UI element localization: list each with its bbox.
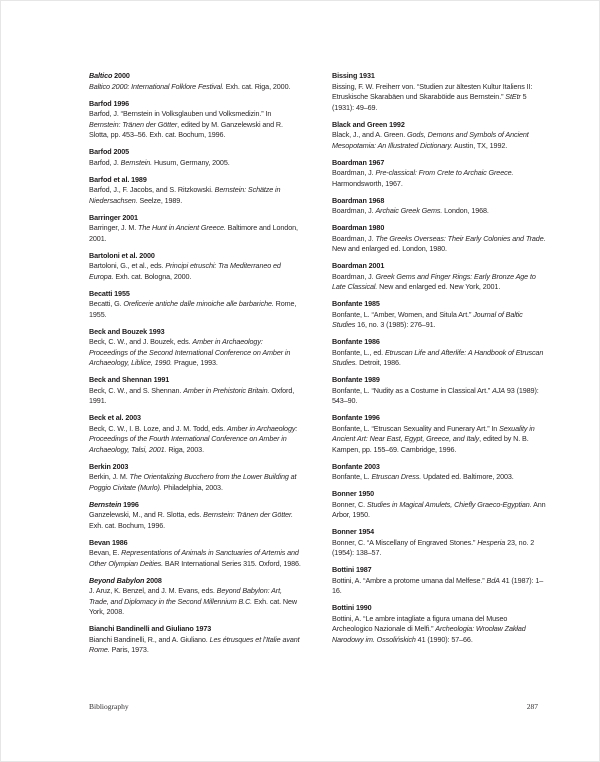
entry-citation — [332, 348, 546, 369]
bibliography-entry — [332, 261, 546, 293]
citation-text-segment: Black and Green 1992 — [332, 119, 405, 129]
citation-text-segment: Boardman, J. — [332, 271, 376, 281]
entry-citation — [89, 82, 303, 93]
citation-text-segment: BdA — [486, 575, 500, 585]
citation-text-segment: Bonner, C. — [332, 499, 367, 509]
entry-heading — [89, 175, 303, 186]
entry-heading — [332, 413, 546, 424]
citation-text-segment: Bevan, E. — [89, 548, 122, 557]
citation-text-segment: 5 (1931): 49–69. — [332, 92, 527, 112]
entry-citation — [332, 272, 546, 293]
citation-text-segment: Bernstein: Schätze in Niedersachsen. — [89, 185, 281, 205]
citation-text-segment: Beck and Shennan 1991 — [89, 375, 170, 384]
citation-text-segment: The Orientalizing Bucchero from the Lower Building at Poggio Civitate (Murlo). — [89, 472, 297, 492]
citation-text-segment: Bonfante 2003 — [332, 461, 380, 471]
citation-text-segment: 1996 — [121, 499, 139, 509]
citation-text-segment: Bonfante, L., ed. — [332, 347, 385, 357]
entry-citation — [89, 586, 303, 618]
citation-text-segment: Barfod 1996 — [89, 98, 130, 108]
citation-text-segment: Harmondsworth, 1967. — [332, 178, 403, 188]
citation-text-segment: Austin, TX, 1992. — [452, 140, 508, 150]
entry-citation — [89, 261, 303, 282]
bibliography-entry — [332, 413, 546, 455]
entry-citation — [332, 130, 546, 151]
entry-heading — [89, 538, 303, 549]
citation-text-segment: Greek Gems and Finger Rings: Early Bronze Age to Late Classical. — [332, 271, 536, 291]
citation-text-segment: Berkin, J. M. — [89, 472, 130, 481]
citation-text-segment: Bonfante 1986 — [332, 337, 380, 346]
entry-citation — [332, 386, 546, 407]
citation-text-segment: Bottini 1987 — [332, 565, 372, 574]
citation-text-segment: Boardman 1967 — [332, 157, 385, 167]
citation-text-segment: Exh. cat. Bochum, 1996. — [89, 520, 166, 530]
citation-text-segment: , edited by N. B. Kampen, pp. 155–69. Cambridge, 1996. — [332, 434, 529, 454]
entry-citation — [332, 82, 546, 114]
citation-text-segment: New and enlarged ed. London, 1980. — [332, 244, 447, 253]
citation-text-segment: Bartoloni, G., et al., eds. — [89, 261, 166, 270]
bibliography-entry — [332, 196, 546, 217]
bibliography-entry — [89, 251, 303, 283]
citation-text-segment: 41 (1987): 1–16. — [332, 575, 544, 595]
entry-heading — [332, 489, 546, 500]
bibliography-entry — [89, 462, 303, 494]
citation-text-segment: Baltico — [89, 71, 113, 80]
citation-text-segment: Bonfante, L. “Amber, Women, and Situla Art.” — [332, 309, 474, 319]
citation-text-segment: Husum, Germany, 2005. — [152, 157, 230, 167]
entry-heading — [332, 71, 546, 82]
citation-text-segment: Baltico 2000: International Folklore Festival. — [89, 81, 224, 91]
citation-text-segment: Boardman, J. — [332, 168, 376, 177]
entry-citation — [89, 158, 303, 169]
citation-text-segment: Exh. cat. Bologna, 2000. — [113, 271, 192, 281]
entry-citation — [89, 635, 303, 656]
entry-heading — [89, 375, 303, 386]
page-footer — [89, 702, 538, 711]
entry-citation — [89, 424, 303, 456]
entry-citation — [332, 310, 546, 331]
entry-citation — [89, 337, 303, 369]
citation-text-segment: Bottini, A. “Ambre a protome umana dal Melfese.” — [332, 575, 487, 585]
bibliography-entry — [332, 527, 546, 559]
citation-text-segment: Paris, 1973. — [109, 645, 149, 654]
citation-text-segment: 16, no. 3 (1985): 276–91. — [355, 320, 436, 329]
citation-text-segment: 93 (1989): 543–90. — [332, 385, 539, 405]
citation-text-segment: London, 1968. — [442, 206, 489, 215]
citation-text-segment: Beyond Babylon: Art, Trade, and Diplomacy in the Second Millennium B.C. — [89, 586, 282, 606]
citation-text-segment: Becatti 1955 — [89, 288, 130, 298]
citation-text-segment: Rome, 1955. — [89, 299, 297, 319]
citation-text-segment: Baltimore and London, 2001. — [89, 223, 298, 243]
citation-text-segment: Bonfante 1989 — [332, 375, 380, 384]
citation-text-segment: Bottini 1990 — [332, 603, 372, 612]
bibliography-entry — [89, 213, 303, 245]
page-number: 287 — [526, 702, 538, 711]
citation-text-segment: Bottini, A. “Le ambre intagliate a figura umana del Museo Archeologico Nazionale di Melfi.” — [332, 613, 508, 633]
citation-text-segment: Beck, C. W., and S. Shennan. — [89, 385, 184, 395]
citation-text-segment: Representations of Animals in Sanctuaries of Artemis and Other Olympian Deities. — [89, 548, 299, 568]
entry-heading — [89, 413, 303, 424]
entry-heading — [332, 196, 546, 207]
citation-text-segment: Boardman, J. — [332, 206, 376, 215]
bibliography-entry — [89, 147, 303, 168]
bibliography-entry — [332, 462, 546, 483]
entry-citation — [89, 299, 303, 320]
citation-text-segment: Archeologia: Wrocław Zakład Narodowy im. Ossolińskich — [332, 624, 526, 644]
citation-text-segment: Exh. cat. New York, 2008. — [89, 596, 297, 616]
citation-text-segment: Bonfante 1996 — [332, 413, 380, 422]
citation-text-segment: Bianchi Bandinelli, R., and A. Giuliano. — [89, 634, 210, 644]
citation-text-segment: 41 (1990): 57–66. — [415, 634, 473, 644]
citation-text-segment: Oxford, 1991. — [89, 385, 295, 405]
citation-text-segment: Bernstein: Tränen der Götter. — [203, 510, 293, 519]
citation-text-segment: Bissing, F. W. Freiherr von. “Studien zur ältesten Kultur Italiens II: Etruskische Skarabäen und Skaraböide aus Bernstein.” — [332, 81, 533, 101]
bibliography-entry — [332, 223, 546, 255]
citation-text-segment: Etruscan Dress. — [371, 472, 422, 481]
citation-text-segment: 2000 — [112, 71, 130, 80]
citation-text-segment: Gods, Demons and Symbols of Ancient Mesopotamia: An Illustrated Dictionary. — [332, 130, 529, 150]
citation-text-segment: Barfod, J., F. Jacobs, and S. Ritzkowski. — [89, 185, 215, 194]
citation-text-segment: Bonner 1950 — [332, 489, 375, 498]
citation-text-segment: Barfod, J. “Bernstein in Volksglauben und Volksmedizin.” In — [89, 109, 272, 118]
bibliography-entry — [89, 327, 303, 369]
citation-text-segment: Prague, 1993. — [172, 358, 218, 367]
entry-heading — [332, 120, 546, 131]
entry-citation — [89, 386, 303, 407]
citation-text-segment: Ganzelewski, M., and R. Slotta, eds. — [89, 510, 204, 519]
citation-text-segment: Hesperia — [477, 537, 506, 547]
entry-heading — [332, 565, 546, 576]
citation-text-segment: Bernstein. — [120, 157, 153, 167]
bibliography-entry — [332, 489, 546, 521]
bibliography-entry — [332, 337, 546, 369]
bibliography-entry — [332, 603, 546, 645]
citation-text-segment: Bonner, C. “A Miscellany of Engraved Stones.” — [332, 537, 478, 547]
entry-heading — [332, 223, 546, 234]
bibliography-entry — [89, 538, 303, 570]
entry-heading — [332, 603, 546, 614]
bibliography-entry — [89, 624, 303, 656]
citation-text-segment: Boardman 1968 — [332, 195, 385, 205]
entry-heading — [89, 213, 303, 224]
citation-text-segment: Pre-classical: From Crete to Archaic Greece. — [375, 168, 514, 177]
citation-text-segment: New and enlarged ed. New York, 2001. — [377, 282, 501, 291]
citation-text-segment: Seelze, 1989. — [137, 195, 183, 205]
citation-text-segment: Journal of Baltic Studies — [332, 309, 523, 329]
bibliography-entry — [332, 158, 546, 190]
citation-text-segment: Amber in Archaeology: Proceedings of the Second International Conference on Amber in Archaeology, Liblice, 1990. — [89, 337, 291, 367]
citation-text-segment: Barfod, J. — [89, 157, 121, 167]
citation-text-segment: Oreficerie antiche dalle minoiche alle barbariche. — [123, 299, 274, 308]
citation-text-segment: Principi etruschi: Tra Mediterraneo ed Europa. — [89, 261, 281, 281]
citation-text-segment: Amber in Archaeology: Proceedings of the Fourth International Conference on Amber in Archaeology, Talsi, 2001. — [89, 423, 298, 454]
entry-heading — [332, 261, 546, 272]
citation-text-segment: Les étrusques et l’Italie avant Rome. — [89, 634, 300, 654]
citation-text-segment: Beck et al. 2003 — [89, 413, 141, 422]
entry-citation — [332, 614, 546, 646]
bibliography-entry — [89, 500, 303, 532]
citation-text-segment: AJA — [492, 385, 505, 395]
bibliography-entry — [89, 71, 303, 92]
entry-heading — [89, 99, 303, 110]
citation-text-segment: Black, J., and A. Green. — [332, 130, 408, 139]
citation-text-segment: Becatti, G. — [89, 299, 124, 308]
entry-citation — [89, 472, 303, 493]
citation-text-segment: Beck, C. W., and J. Bouzek, eds. — [89, 337, 193, 346]
citation-text-segment: Updated ed. Baltimore, 2003. — [421, 472, 514, 481]
citation-text-segment: Detroit, 1986. — [357, 358, 401, 367]
citation-text-segment: Barfod et al. 1989 — [89, 174, 147, 184]
bibliography-columns — [89, 71, 546, 662]
bibliography-entry — [89, 413, 303, 455]
citation-text-segment: StEtr — [505, 92, 521, 101]
entry-citation — [332, 538, 546, 559]
citation-text-segment: Beck and Bouzek 1993 — [89, 326, 165, 336]
entry-heading — [89, 576, 303, 587]
citation-text-segment: Barringer, J. M. — [89, 223, 139, 232]
entry-citation — [332, 472, 546, 483]
citation-text-segment: Boardman 1980 — [332, 223, 385, 232]
citation-text-segment: Exh. cat. Riga, 2000. — [223, 81, 291, 91]
bibliography-entry — [89, 289, 303, 321]
citation-text-segment: Amber in Prehistoric Britain. — [183, 385, 270, 395]
citation-text-segment: Bartoloni et al. 2000 — [89, 250, 155, 260]
entry-heading — [89, 289, 303, 300]
entry-heading — [89, 251, 303, 262]
entry-citation — [89, 109, 303, 141]
entry-heading — [89, 624, 303, 635]
citation-text-segment: Bianchi Bandinelli and Giuliano 1973 — [89, 624, 212, 633]
citation-text-segment: Archaic Greek Gems. — [375, 206, 443, 215]
entry-heading — [332, 527, 546, 538]
entry-heading — [332, 375, 546, 386]
citation-text-segment: Barfod 2005 — [89, 147, 130, 156]
bibliography-entry — [89, 99, 303, 141]
entry-citation — [89, 223, 303, 244]
bibliography-entry — [332, 565, 546, 597]
bibliography-entry — [89, 175, 303, 207]
citation-text-segment: BAR International Series 315. Oxford, 1986. — [163, 558, 301, 568]
bibliography-entry — [89, 375, 303, 407]
citation-text-segment: Ann Arbor, 1950. — [332, 499, 546, 519]
citation-text-segment: Sexuality in Ancient Art: Near East, Egypt, Greece, and Italy — [332, 423, 535, 443]
entry-citation — [332, 500, 546, 521]
citation-text-segment: Studies in Magical Amulets, Chiefly Graeco-Egyptian. — [366, 499, 532, 509]
citation-text-segment: Bevan 1986 — [89, 537, 128, 547]
footer-section-title: Bibliography — [89, 702, 129, 711]
citation-text-segment: , edited by M. Ganzelewski and R. Slotta, pp. 453–56. Exh. cat. Bochum, 1996. — [89, 119, 283, 139]
citation-text-segment: The Hunt in Ancient Greece. — [138, 223, 226, 232]
citation-text-segment: Bernstein — [89, 499, 122, 509]
bibliography-entry — [332, 120, 546, 152]
entry-citation — [89, 548, 303, 569]
citation-text-segment: J. Aruz, K. Benzel, and J. M. Evans, eds. — [89, 586, 217, 595]
citation-text-segment: Berkin 2003 — [89, 461, 129, 471]
citation-text-segment: Bonner 1954 — [332, 527, 375, 536]
entry-citation — [332, 206, 546, 217]
citation-text-segment: Barringer 2001 — [89, 212, 138, 222]
entry-heading — [332, 158, 546, 169]
citation-text-segment: 2008 — [144, 575, 162, 585]
citation-text-segment: Beck, C. W., I. B. Loze, and J. M. Todd, eds. — [89, 423, 227, 433]
entry-citation — [332, 424, 546, 456]
citation-text-segment: Boardman 2001 — [332, 261, 385, 270]
citation-text-segment: Boardman, J. — [332, 233, 376, 243]
bibliography-entry — [332, 375, 546, 407]
citation-text-segment: Bissing 1931 — [332, 71, 375, 80]
citation-text-segment: Beyond Babylon — [89, 575, 145, 585]
citation-text-segment: Bonfante, L. — [332, 472, 372, 481]
entry-heading — [89, 500, 303, 511]
citation-text-segment: 23, no. 2 (1954): 138–57. — [332, 537, 535, 557]
entry-heading — [332, 462, 546, 473]
entry-heading — [89, 462, 303, 473]
entry-citation — [89, 510, 303, 531]
bibliography-column-1 — [89, 71, 303, 662]
citation-text-segment: Bernstein: Tränen der Götter — [89, 119, 178, 129]
entry-citation — [332, 576, 546, 597]
entry-citation — [89, 185, 303, 206]
entry-heading — [89, 147, 303, 158]
citation-text-segment: Bonfante, L. “Etruscan Sexuality and Funerary Art.” In — [332, 423, 500, 433]
citation-text-segment: Riga, 2003. — [166, 444, 204, 454]
bibliography-entry — [89, 576, 303, 618]
bibliography-entry — [332, 71, 546, 113]
entry-heading — [332, 299, 546, 310]
citation-text-segment: Bonfante 1985 — [332, 299, 380, 308]
citation-text-segment: Philadelphia, 2003. — [161, 482, 223, 492]
entry-heading — [89, 71, 303, 82]
entry-citation — [332, 168, 546, 189]
citation-text-segment: Etruscan Life and Afterlife: A Handbook of Etruscan Studies. — [332, 347, 544, 367]
entry-heading — [89, 327, 303, 338]
bibliography-column-2 — [332, 71, 546, 662]
citation-text-segment: The Greeks Overseas: Their Early Colonies and Trade. — [375, 233, 546, 243]
entry-citation — [332, 234, 546, 255]
citation-text-segment: Bonfante, L. “Nudity as a Costume in Classical Art.” — [332, 385, 493, 395]
bibliography-entry — [332, 299, 546, 331]
entry-heading — [332, 337, 546, 348]
